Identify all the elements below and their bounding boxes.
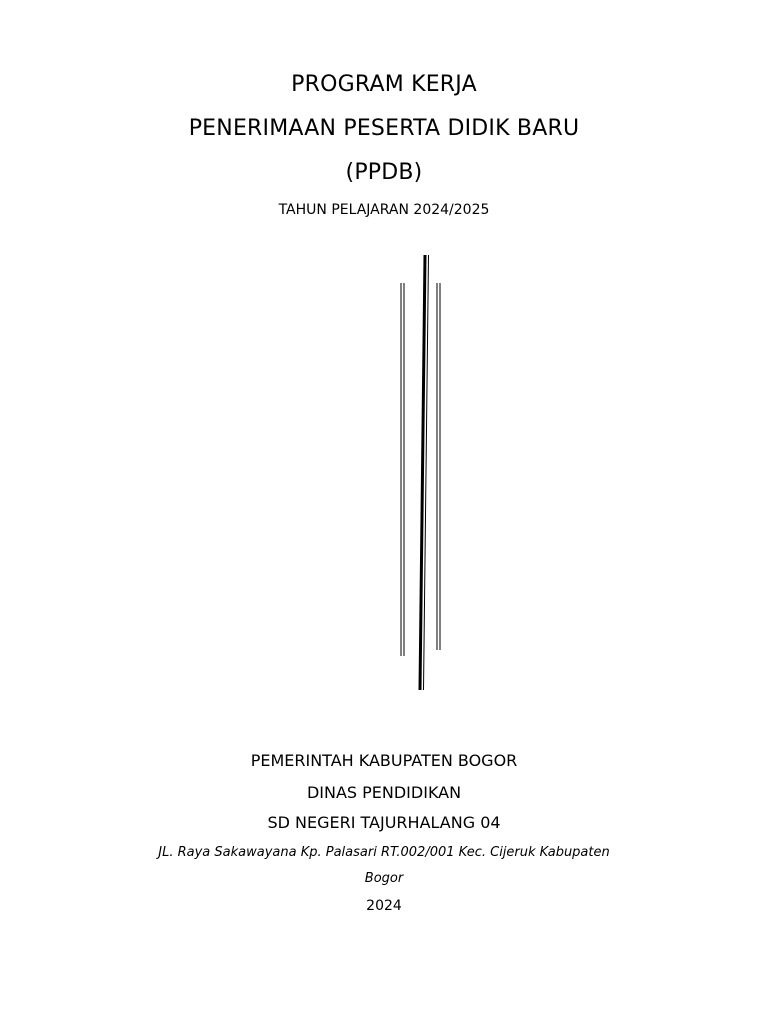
title-ppdb-full: PENERIMAAN PESERTA DIDIK BARU	[188, 116, 580, 141]
left-double-line	[401, 283, 404, 656]
department-name: DINAS PENDIDIKAN	[306, 783, 462, 802]
academic-year: TAHUN PELAJARAN 2024/2025	[278, 202, 490, 218]
right-double-line	[437, 283, 440, 650]
school-address-line1: JL. Raya Sakawayana Kp. Palasari RT.002/001 Kec. Cijeruk Kabupaten	[158, 845, 610, 860]
school-address-line2: Bogor	[364, 871, 404, 886]
title-ppdb-abbrev: (PPDB)	[345, 160, 423, 185]
publication-year: 2024	[366, 898, 402, 914]
school-name: SD NEGERI TAJURHALANG 04	[267, 813, 501, 832]
title-program-kerja: PROGRAM KERJA	[291, 72, 477, 97]
government-name: PEMERINTAH KABUPATEN BOGOR	[250, 751, 518, 770]
center-main-line	[420, 255, 429, 690]
